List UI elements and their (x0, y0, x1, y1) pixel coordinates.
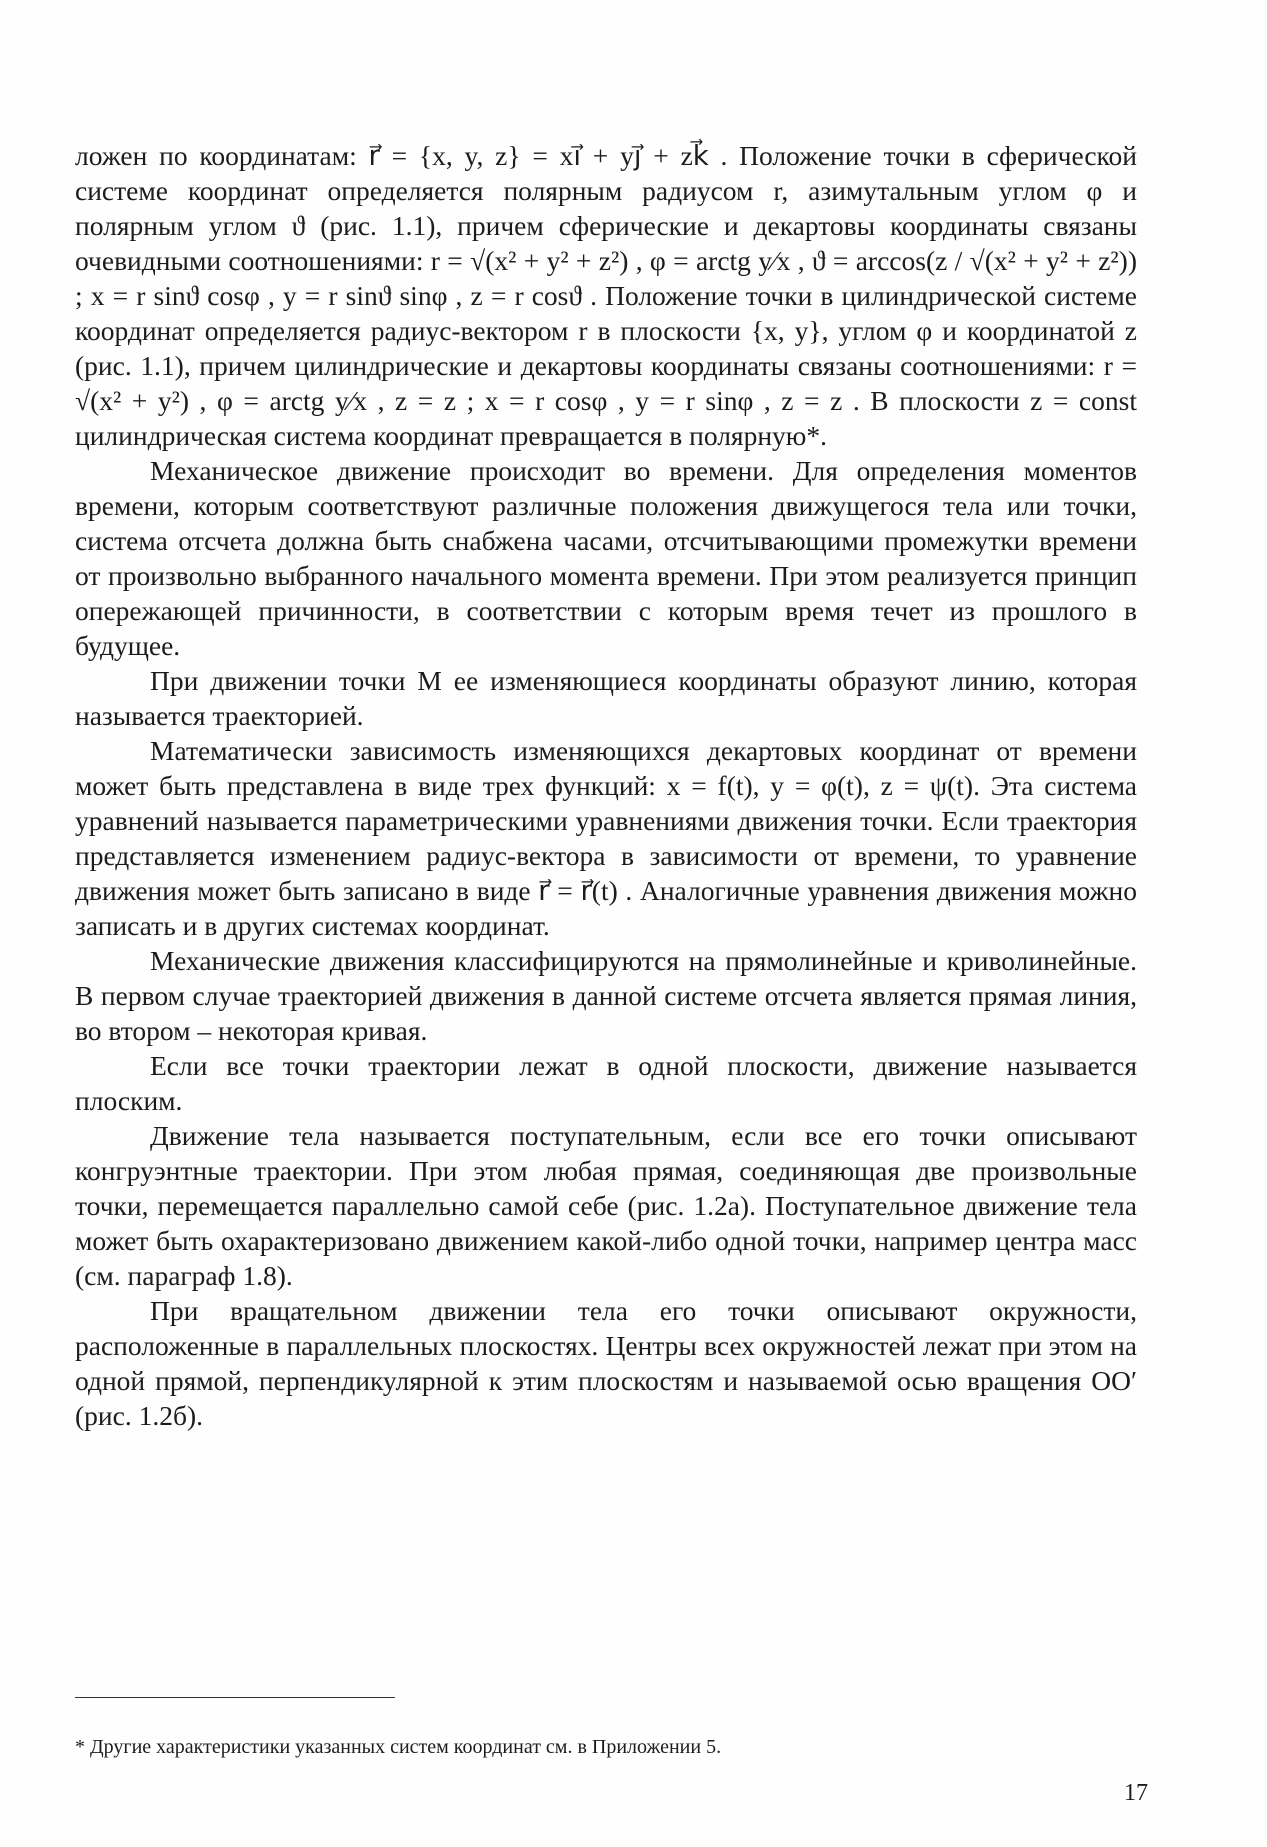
footnote: * Другие характеристики указанных систем координат см. в Приложении 5. (75, 1736, 722, 1758)
paragraph-equations-of-motion: Математически зависимость изменяющихся декартовых координат от времени может быть представлена в виде трех функций: x = f(t), y = φ(t), z = ψ(t). Эта система уравнений называется параметрическими уравнениями движения точки. Если траектория представляется изменением радиус-вектора в зависимости от времени, то уравнение движения может быть записано в виде r⃗ = r⃗(t) . Аналогичные уравнения движения можно записать и в других системах координат. (75, 735, 1137, 941)
page-body (75, 138, 1137, 1433)
paragraph-rotational-motion: При вращательном движении тела его точки описывают окружности, расположенные в параллельных плоскостях. Центры всех окружностей лежат при этом на одной прямой, перпендикулярной к этим плоскостям и называемой осью вращения OO′ (рис. 1.2б). (75, 1295, 1137, 1431)
paragraph-translational-motion: Движение тела называется поступательным, если все его точки описывают конгруэнтные траектории. При этом любая прямая, соединяющая две произвольные точки, перемещается параллельно самой себе (рис. 1.2а). Поступательное движение тела может быть охарактеризовано движением какой-либо одной точки, например центра масс (см. параграф 1.8). (75, 1120, 1137, 1291)
paragraph-motion-classification: Механические движения классифицируются на прямолинейные и криволинейные. В первом случае траекторией движения в данной системе отсчета является прямая линия, во втором – некоторая кривая. (75, 945, 1137, 1046)
paragraph-time: Механическое движение происходит во времени. Для определения моментов времени, которым соответствуют различные положения движущегося тела или точки, система отсчета должна быть снабжена часами, отсчитывающими промежутки времени от произвольно выбранного начального момента времени. При этом реализуется принцип опережающей причинности, в соответствии с которым время течет из прошлого в будущее. (75, 455, 1137, 661)
paragraph-plane-motion: Если все точки траектории лежат в одной плоскости, движение называется плоским. (75, 1050, 1137, 1116)
page-number: 17 (1124, 1780, 1148, 1806)
footnote-divider (75, 1697, 395, 1698)
paragraph-trajectory: При движении точки M ее изменяющиеся координаты образуют линию, которая называется траекторией. (75, 665, 1137, 731)
paragraph-coordinates: ложен по координатам: r⃗ = {x, y, z} = xi⃗ + yj⃗ + zk⃗ . Положение точки в сферической системе координат определяется полярным радиусом r, азимутальным углом φ и полярным углом ϑ (рис. 1.1), причем сферические и декартовы координаты связаны очевидными соотношениями: r = √(x² + y² + z²) , φ = arctg y⁄x , ϑ = arccos(z / √(x² + y² + z²)) ; x = r sinϑ cosφ , y = r sinϑ sinφ , z = r cosϑ . Положение точки в цилиндрической системе координат определяется радиус-вектором r в плоскости {x, y}, углом φ и координатой z (рис. 1.1), причем цилиндрические и декартовы координаты связаны соотношениями: r = √(x² + y²) , φ = arctg y⁄x , z = z ; x = r cosφ , y = r sinφ , z = z . В плоскости z = const цилиндрическая система координат превращается в полярную*. (75, 140, 1137, 451)
